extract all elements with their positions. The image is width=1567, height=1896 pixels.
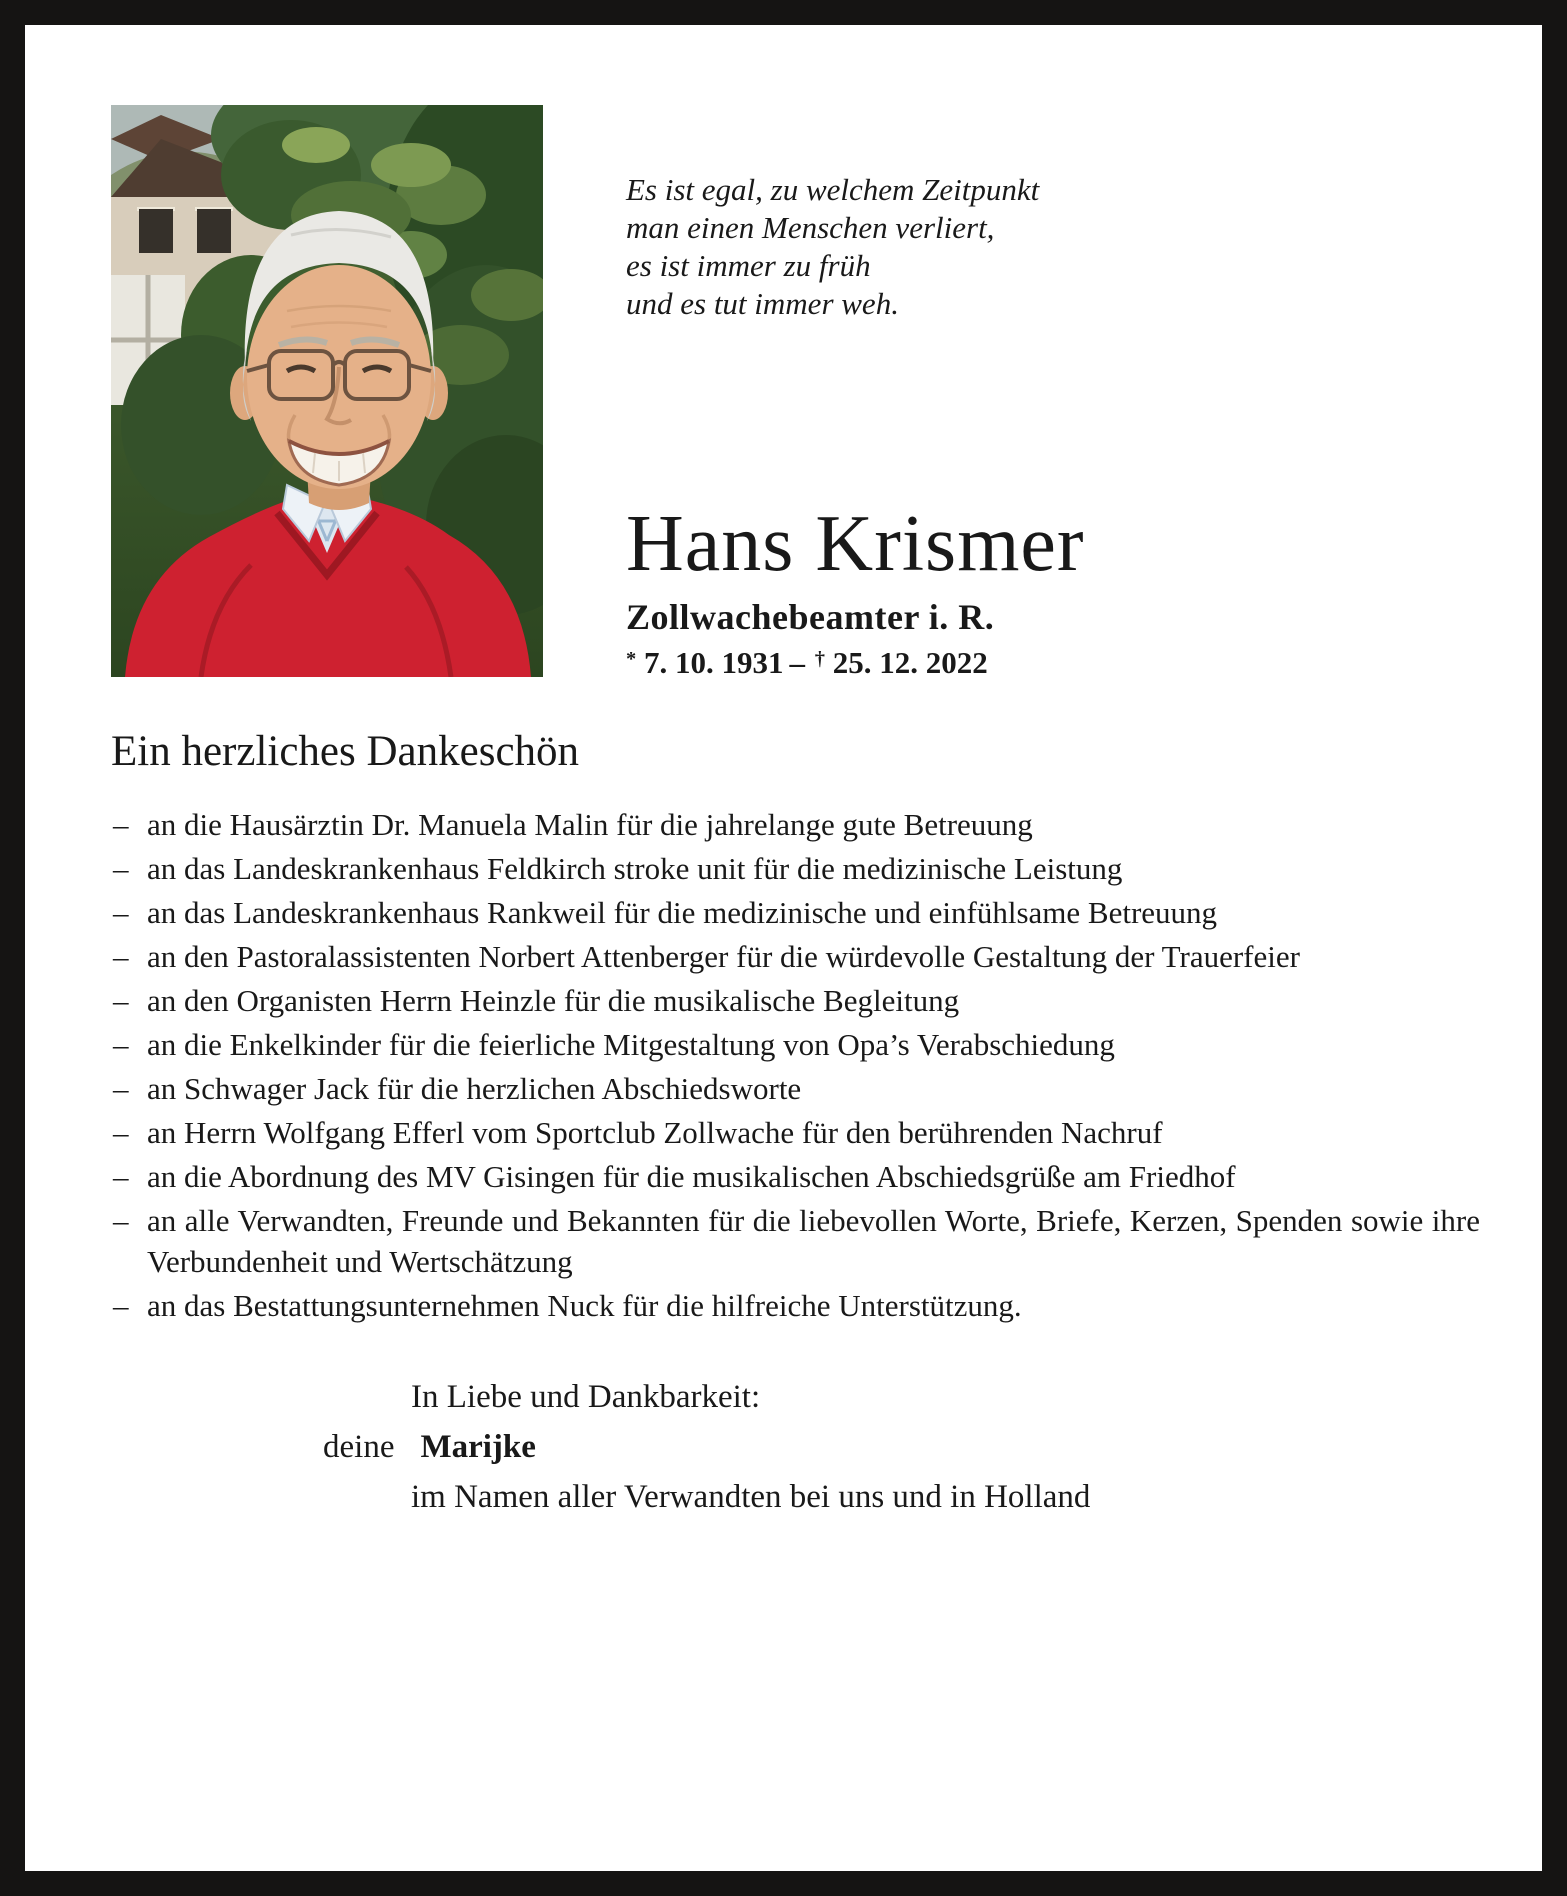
quote-line-4: und es tut immer weh.	[626, 286, 899, 321]
thanks-item-11: – an das Bestattungsunternehmen Nuck für die hilfreiche Unterstützung.	[111, 1285, 1480, 1326]
header-section	[111, 25, 1480, 685]
thanks-item-8: – an Herrn Wolfgang Efferl vom Sportclub Zollwache für den berührenden Nachruf	[111, 1112, 1480, 1153]
closing-family-line: im Namen aller Verwandten bei uns und in Holland	[411, 1479, 1091, 1515]
signature-prefix: deine	[323, 1429, 395, 1465]
deceased-name: Hans Krismer	[626, 500, 1085, 588]
obituary-content	[25, 25, 1542, 1522]
quote-line-2: man einen Menschen verliert,	[626, 210, 995, 245]
death-symbol: †	[814, 648, 825, 671]
signature-line	[323, 1422, 1480, 1472]
quote-line-1: Es ist egal, zu welchem Zeitpunkt	[626, 172, 1040, 207]
life-dates	[626, 645, 1085, 681]
thanks-item-5: – an den Organisten Herrn Heinzle für die musikalische Begleitung	[111, 980, 1480, 1021]
thanks-item-2: – an das Landeskrankenhaus Feldkirch stroke unit für die medizinische Leistung	[111, 848, 1480, 889]
death-date: 25. 12. 2022	[832, 645, 988, 681]
thanks-item-7: – an Schwager Jack für die herzlichen Abschiedsworte	[111, 1068, 1480, 1109]
thanks-list	[111, 804, 1480, 1326]
thanks-heading: Ein herzliches Dankeschön	[111, 728, 580, 775]
thanks-item-3: – an das Landeskrankenhaus Rankweil für die medizinische und einfühlsame Betreuung	[111, 892, 1480, 933]
closing-gratitude-line: In Liebe und Dankbarkeit:	[411, 1379, 761, 1415]
signature-name: Marijke	[420, 1429, 536, 1465]
birth-symbol: *	[626, 648, 637, 671]
thanks-item-4: – an den Pastoralassistenten Norbert Attenberger für die würdevolle Gestaltung der Trauerfeier	[111, 936, 1480, 977]
thanks-item-10: – an alle Verwandten, Freunde und Bekannten für die liebevollen Worte, Briefe, Kerzen, Spenden sowie ihre Verbundenheit und Wertschätzung	[111, 1200, 1480, 1282]
dates-separator: –	[789, 645, 805, 681]
memorial-quote	[626, 171, 1039, 323]
birth-date: 7. 10. 1931	[643, 645, 784, 681]
thanks-item-1: – an die Hausärztin Dr. Manuela Malin für die jahrelange gute Betreuung	[111, 804, 1480, 845]
closing-section	[111, 1372, 1480, 1522]
thanks-item-9: – an die Abordnung des MV Gisingen für die musikalischen Abschiedsgrüße am Friedhof	[111, 1156, 1480, 1197]
deceased-profession: Zollwachebeamter i. R.	[626, 597, 995, 638]
deceased-identity-block	[626, 500, 1085, 681]
portrait-photo	[111, 105, 543, 677]
thanks-item-6: – an die Enkelkinder für die feierliche Mitgestaltung von Opa’s Verabschiedung	[111, 1024, 1480, 1065]
quote-line-3: es ist immer zu früh	[626, 248, 871, 283]
